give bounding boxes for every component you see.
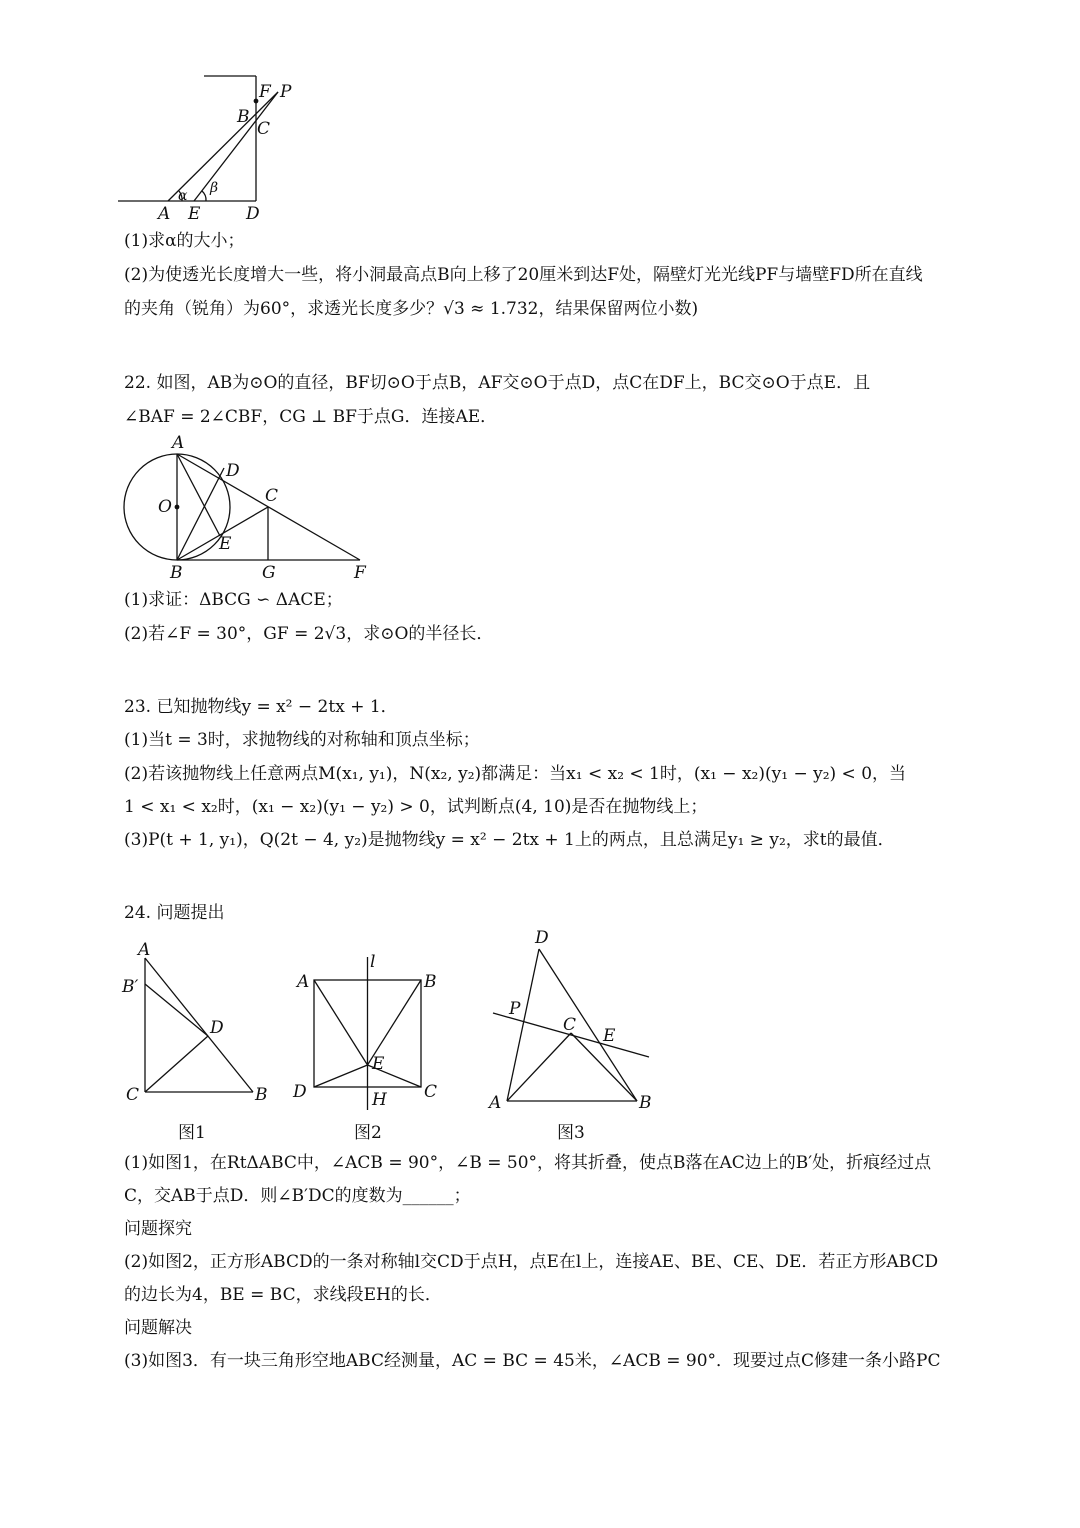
fig3-label-B: B <box>639 1093 652 1113</box>
q24-section-explore: 问题探究 <box>124 1219 192 1239</box>
q24-caption1: 图1 <box>178 1123 206 1143</box>
q21-label-alpha: α <box>178 188 188 204</box>
fig2-label-l: l <box>370 952 376 972</box>
q21-label-P: P <box>280 82 292 102</box>
q23-stem: 23. 已知抛物线y = x² − 2tx + 1． <box>124 697 398 717</box>
q21-label-E: E <box>188 204 201 224</box>
q21-label-F: F <box>259 82 271 102</box>
q22-label-B: B <box>170 563 183 583</box>
q22-part1: (1)求证：ΔBCG ∽ ΔACE； <box>124 590 343 610</box>
fig3-label-D: D <box>535 928 549 948</box>
q24-heading: 24. 问题提出 <box>124 903 225 923</box>
q24-caption2: 图2 <box>354 1123 382 1143</box>
q21-label-D: D <box>246 204 260 224</box>
q24-part3-line1: (3)如图3．有一块三角形空地ABC经测量，AC = BC = 45米，∠ACB = 90°．现要过点C修建一条小路PC <box>124 1351 941 1371</box>
q21-label-C: C <box>257 119 271 139</box>
fig3-label-E: E <box>603 1026 616 1046</box>
fig2-label-C: C <box>424 1082 438 1102</box>
fig1-label-B: B <box>255 1085 268 1105</box>
q24-figure1 <box>118 940 278 1110</box>
q24-part2-line1: (2)如图2，正方形ABCD的一条对称轴l交CD于点H，点E在l上，连接AE、BE、CE、DE．若正方形ABCD <box>124 1252 939 1272</box>
q24-figure2 <box>288 945 458 1115</box>
q21-figure <box>118 70 318 225</box>
q22-figure <box>118 430 378 585</box>
q24-figure3 <box>485 925 665 1115</box>
q23-part3: (3)P(t + 1, y₁)，Q(2t − 4, y₂)是抛物线y = x² − 2tx + 1上的两点，且总满足y₁ ≥ y₂，求t的最值． <box>124 830 895 850</box>
q24-section-solve: 问题解决 <box>124 1318 192 1338</box>
q22-label-F: F <box>354 563 366 583</box>
fig1-label-Bprime: B′ <box>122 977 139 997</box>
q21-part2-line2: 的夹角（锐角）为60°，求透光长度多少？√3 ≈ 1.732，结果保留两位小数) <box>124 299 699 319</box>
fig2-label-H: H <box>372 1090 387 1110</box>
q21-label-B: B <box>237 107 250 127</box>
fig2-label-E: E <box>372 1054 385 1074</box>
fig3-label-C: C <box>563 1015 577 1035</box>
q22-label-A: A <box>172 433 185 453</box>
q22-label-O: O <box>158 497 172 517</box>
fig3-label-P: P <box>509 999 521 1019</box>
q22-stem-line1: 22. 如图，AB为⊙O的直径，BF切⊙O于点B，AF交⊙O于点D，点C在DF上，BC交⊙O于点E．且 <box>124 373 871 393</box>
fig1-label-A: A <box>138 940 151 960</box>
fig2-label-B: B <box>424 972 437 992</box>
q23-part2-line1: (2)若该抛物线上任意两点M(x₁, y₁)，N(x₂, y₂)都满足：当x₁ < x₂ < 1时，(x₁ − x₂)(y₁ − y₂) < 0，当 <box>124 764 907 784</box>
fig1-label-C: C <box>126 1085 140 1105</box>
q24-part1-line1: (1)如图1，在RtΔABC中，∠ACB = 90°，∠B = 50°，将其折叠，使点B落在AC边上的B′处，折痕经过点 <box>124 1153 932 1173</box>
q22-label-C: C <box>265 486 279 506</box>
fig2-label-A: A <box>297 972 310 992</box>
q21-label-beta: β <box>210 180 219 196</box>
q22-label-D: D <box>226 461 240 481</box>
q24-part2-line2: 的边长为4，BE = BC，求线段EH的长． <box>124 1285 442 1305</box>
q22-part2: (2)若∠F = 30°，GF = 2√3，求⊙O的半径长． <box>124 624 494 644</box>
q24-part1-line2: C，交AB于点D．则∠B′DC的度数为______； <box>124 1186 471 1206</box>
fig3-label-A: A <box>489 1093 502 1113</box>
q24-caption3: 图3 <box>557 1123 585 1143</box>
q23-part2-line2: 1 < x₁ < x₂时，(x₁ − x₂)(y₁ − y₂) > 0，试判断点(4, 10)是否在抛物线上； <box>124 797 708 817</box>
fig1-label-D: D <box>210 1018 224 1038</box>
q21-label-A: A <box>158 204 171 224</box>
fig2-label-D: D <box>293 1082 307 1102</box>
q22-stem-line2: ∠BAF = 2∠CBF，CG ⊥ BF于点G．连接AE． <box>124 407 498 427</box>
q22-label-E: E <box>219 534 232 554</box>
q23-part1: (1)当t = 3时，求抛物线的对称轴和顶点坐标； <box>124 730 480 750</box>
q21-part2-line1: (2)为使透光长度增大一些，将小洞最高点B向上移了20厘米到达F处，隔壁灯光光线PF与墙壁FD所在直线 <box>124 265 923 285</box>
q21-part1: (1)求α的大小； <box>124 231 245 251</box>
q22-label-G: G <box>262 563 276 583</box>
